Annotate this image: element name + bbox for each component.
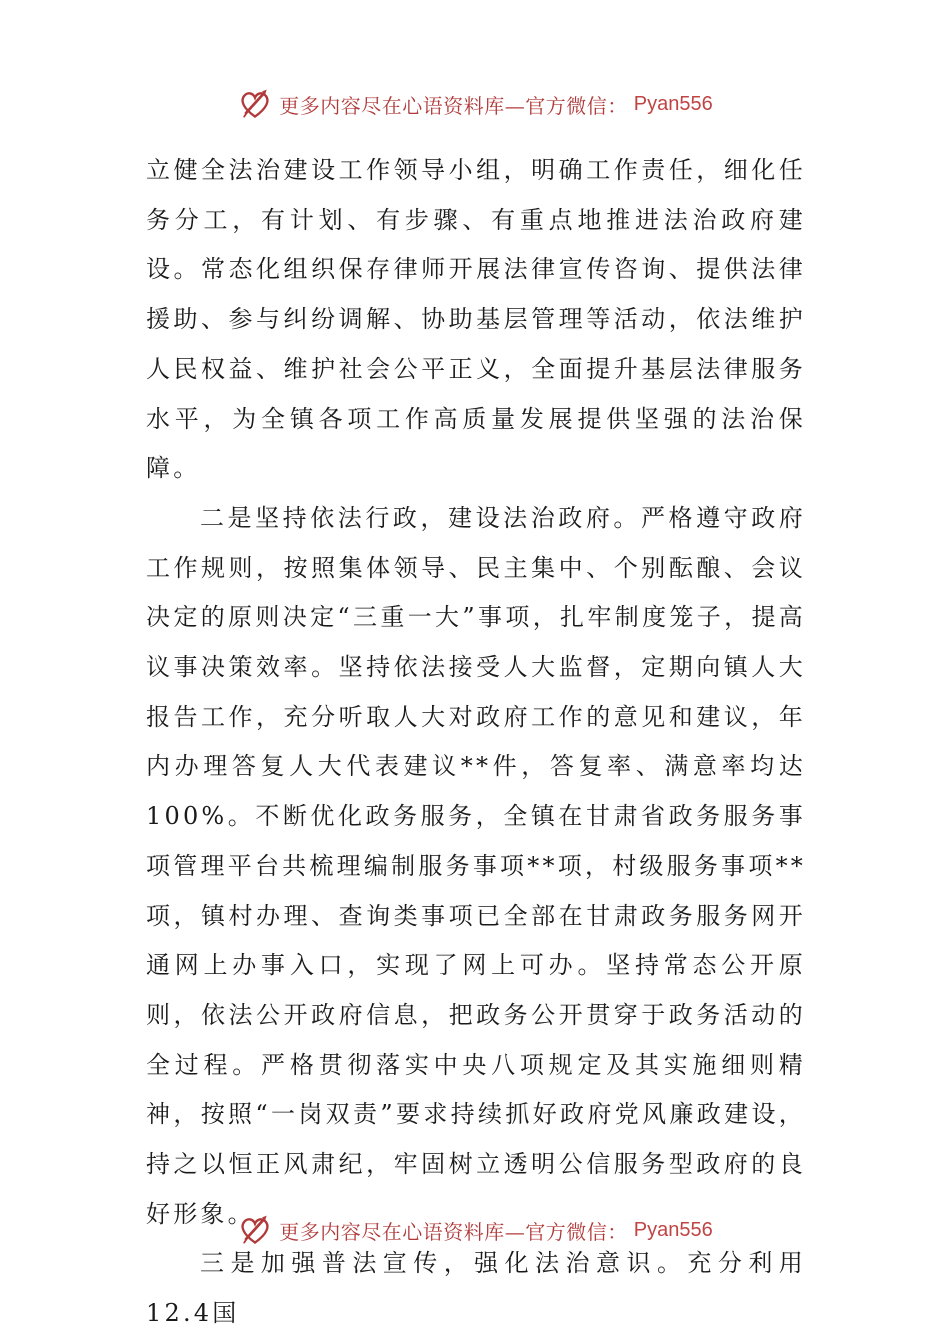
- header-banner: [0, 84, 950, 124]
- pen-heart-logo-icon: [237, 1212, 273, 1248]
- document-body: [146, 146, 806, 1339]
- pen-heart-logo-icon: [237, 86, 273, 122]
- paragraph-2: 二是坚持依法行政，建设法治政府。严格遵守政府工作规则，按照集体领导、民主集中、个别酝酿、会议决定的原则决定“三重一大”事项，扎牢制度笼子，提高议事决策效率。坚持依法接受人大监督，定期向镇人大报告工作，充分听取人大对政府工作的意见和建议，年内办理答复人大代表建议**件，答复率、满意率均达100%。不断优化政务服务，全镇在甘肃省政务服务事项管理平台共梳理编制服务事项**项，村级服务事项**项，镇村办理、查询类事项已全部在甘肃政务服务网开通网上办事入口，实现了网上可办。坚持常态公开原则，依法公开政府信息，把政务公开贯穿于政务活动的全过程。严格贯彻落实中央八项规定及其实施细则精神，按照“一岗双责”要求持续抓好政府党风廉政建设，持之以恒正风肃纪，牢固树立透明公信服务型政府的良好形象。: [146, 503, 806, 1228]
- footer-wechat-id: Pyan556: [633, 1218, 713, 1241]
- paragraph-3: 三是加强普法宣传，强化法治意识。充分利用12.4国: [146, 1249, 806, 1328]
- footer-banner-inner: [237, 1212, 712, 1248]
- footer-banner: [0, 1210, 950, 1250]
- paragraph-1: 立健全法治建设工作领导小组，明确工作责任，细化任务分工，有计划、有步骤、有重点地推进法治政府建设。常态化组织保存律师开展法律宣传咨询、提供法律援助、参与纠纷调解、协助基层管理等活动，依法维护人民权益、维护社会公平正义，全面提升基层法律服务水平，为全镇各项工作高质量发展提供坚强的法治保障。: [146, 156, 806, 483]
- footer-banner-text: 更多内容尽在心语资料库—官方微信：: [279, 1219, 628, 1244]
- header-wechat-id: Pyan556: [633, 92, 713, 115]
- header-banner-text: 更多内容尽在心语资料库—官方微信：: [279, 93, 628, 118]
- header-banner-inner: [237, 86, 712, 122]
